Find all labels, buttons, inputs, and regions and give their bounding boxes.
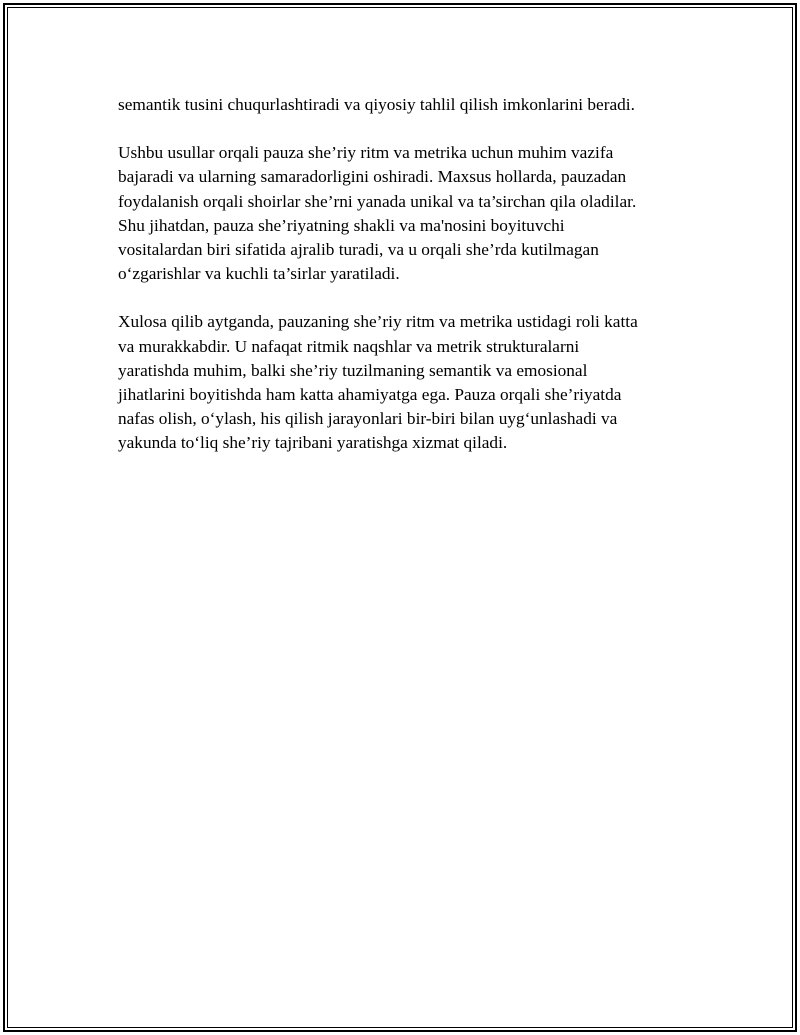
- text-line: Shu jihatdan, pauza she’riyatning shakli va ma'nosini boyituvchi: [118, 215, 565, 235]
- text-line: yaratishda muhim, balki she’riy tuzilmaning semantik va emosional: [118, 360, 588, 380]
- text-line: yakunda to‘liq she’riy tajribani yaratishga xizmat qiladi.: [118, 433, 508, 453]
- text-line: Xulosa qilib aytganda, pauzaning she’riy ritm va metrika ustidagi roli katta: [118, 312, 638, 332]
- paragraph: [118, 141, 708, 286]
- text-line: foydalanish orqali shoirlar she’rni yanada unikal va ta’sirchan qila oladilar.: [118, 191, 637, 211]
- document-body: [118, 93, 708, 480]
- text-line: semantik tusini chuqurlashtiradi va qiyosiy tahlil qilish imkonlarini beradi.: [118, 95, 635, 114]
- paragraph: [118, 93, 708, 117]
- text-line: Ushbu usullar orqali pauza she’riy ritm va metrika uchun muhim vazifa: [118, 143, 614, 163]
- text-line: bajaradi va ularning samaradorligini oshiradi. Maxsus hollarda, pauzadan: [118, 167, 627, 187]
- text-line: vositalardan biri sifatida ajralib turadi, va u orqali she’rda kutilmagan: [118, 240, 599, 260]
- text-line: va murakkabdir. U nafaqat ritmik naqshlar va metrik strukturalarni: [118, 336, 580, 356]
- text-line: o‘zgarishlar va kuchli ta’sirlar yaratiladi.: [118, 264, 400, 284]
- text-line: nafas olish, o‘ylash, his qilish jarayonlari bir-biri bilan uyg‘unlashadi va: [118, 409, 618, 429]
- text-line: jihatlarini boyitishda ham katta ahamiyatga ega. Pauza orqali she’riyatda: [118, 385, 622, 405]
- paragraph: [118, 310, 708, 455]
